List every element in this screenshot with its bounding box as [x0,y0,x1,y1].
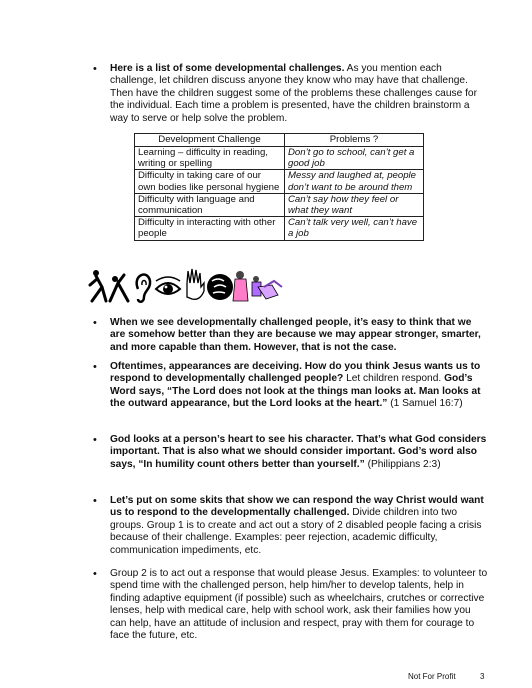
bullet-lead: Let’s put on some skits that show we can respond the way Christ would want us to respond to the developmentally challenged. [110,495,484,519]
bullet-dot: • [93,361,97,373]
challenge-cell: Difficulty in taking care of our own bodies like personal hygiene [135,170,285,193]
bullet-text: Divide children into two groups. Group 1 is to create and act out a story of 2 disabled people facing a crisis because of their challenge. Examples: peer rejection, academic difficulty, communication impediments, etc. [110,507,482,556]
people-figures-icon [233,271,282,301]
page-number: 3 [480,672,485,681]
header-problems: Problems ? [285,134,424,147]
bullet-lead-scripture: God’s Word says, “The Lord does not look at the things man looks at. Man looks at the outward appearance, but the Lord looks at the heart.” [110,373,481,410]
problem-cell: Messy and laughed at, people don’t want to be around them [285,170,424,193]
bullet-text: As you mention each challenge, let children discuss anyone they know who may have that challenge. Then have the children suggest some of the problems these challenges cause for the individual. Each time a problem is presented, have the children brainstorm a way to serve or help solve the problem. [110,63,477,124]
bullet-not-better [93,317,488,354]
footer-note: Not For Profit [408,672,456,681]
bullet-lead: Oftentimes, appearances are deceiving. How do you think Jesus wants us to respond to developmentally challenged people? [110,361,481,385]
challenge-cell: Difficulty in interacting with other people [135,217,285,240]
bullet-text: Let children respond. [343,373,442,385]
bullet-text: Group 2 is to act out a response that would please Jesus. Examples: to volunteer to spend time with the challenged person, help him/her to develop talents, help in finding adaptive equipment (if possible) such as wheelchairs, crutches or corrective lenses, help with medical care, help with school work, ask their families how you can help, have an attitude of inclusion and respect, pray with them for courage to face the future, etc. [110,568,488,642]
bullet-dot: • [93,434,97,446]
stretching-figure-icon [90,270,106,301]
bullet-dot: • [93,495,97,507]
bullet-dot: • [93,568,97,580]
table-row [135,193,424,216]
brain-head-icon [207,274,233,300]
bullet-skits [93,495,488,557]
bullet-group-2 [93,568,488,642]
bullet-reference: (1 Samuel 16:7) [387,398,463,410]
clipart-strip [88,265,288,307]
bullet-heart [93,434,488,471]
bullet-lead: God looks at a person’s heart to see his character. That’s what God considers important. That is also what we should consider important. God’s word also says, “In humility count others better than yourself.” [110,434,487,470]
bullet-dot: • [93,63,97,75]
header-development-challenge: Development Challenge [135,134,285,147]
challenges-table [134,133,424,241]
hand-icon [187,269,204,299]
table-row [135,147,424,170]
table-row [135,217,424,240]
yoga-figure-icon [110,275,128,301]
challenge-cell: Learning – difficulty in reading, writing or spelling [135,147,285,170]
problem-cell: Can’t say how they feel or what they want [285,193,424,216]
table-row [135,170,424,193]
eye-icon [156,277,180,294]
bullet-appearances [93,361,488,411]
table-header-row [135,134,424,147]
problem-cell: Can’t talk very well, can’t have a job [285,217,424,240]
challenge-cell: Difficulty with language and communication [135,193,285,216]
bullet-developmental-challenges [93,63,488,125]
problem-cell: Don’t go to school, can’t get a good job [285,147,424,170]
bullet-lead: When we see developmentally challenged people, it’s easy to think that we are somehow better than they are because we may appear stronger, smarter, and more capable than them. However, that is not the case. [110,317,481,353]
ear-icon [137,275,150,302]
bullet-lead: Here is a list of some developmental challenges. [110,63,345,74]
bullet-reference: (Philippians 2:3) [364,458,441,470]
bullet-dot: • [93,317,97,329]
